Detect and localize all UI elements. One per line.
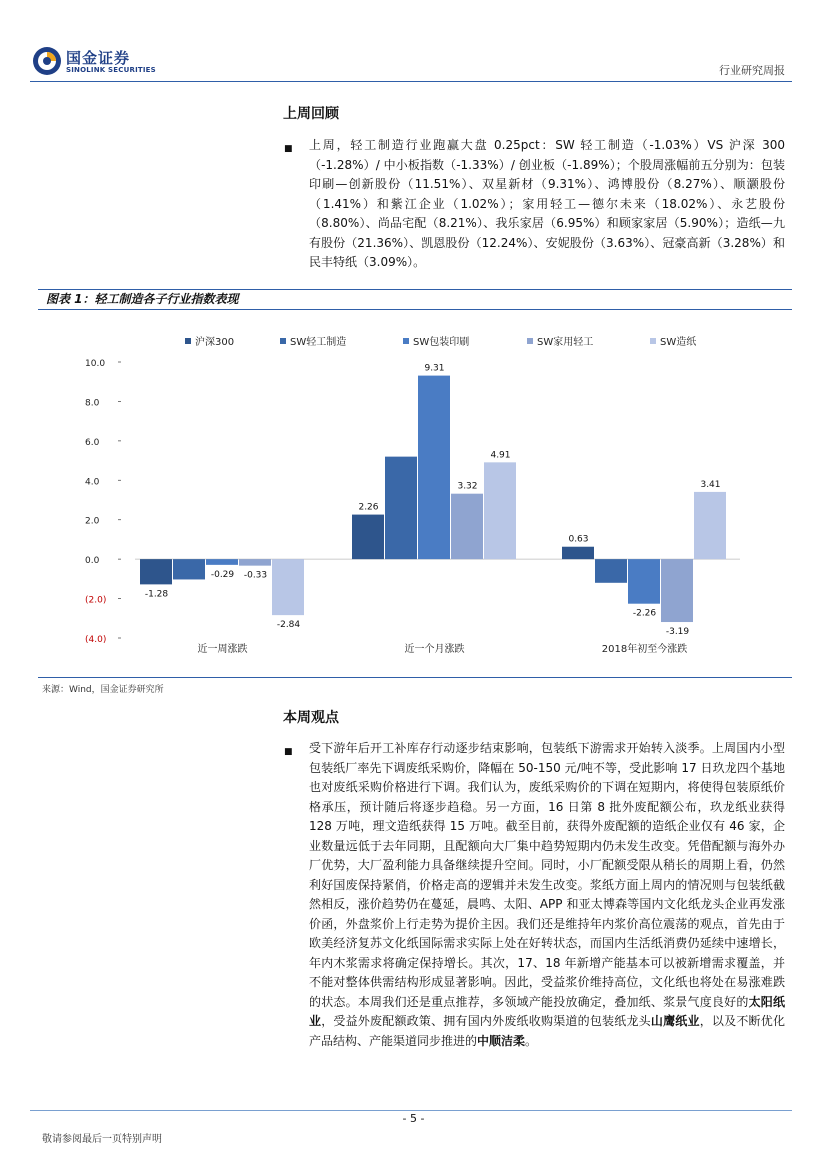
data-label: 9.31 xyxy=(424,363,445,374)
legend-swatch xyxy=(280,338,286,344)
bar xyxy=(418,376,450,560)
legend-label: SW包装印刷 xyxy=(413,337,470,348)
page-number: - 5 - xyxy=(402,1112,425,1125)
y-tick-label: 4.0 xyxy=(85,477,100,488)
legend-swatch xyxy=(650,338,656,344)
this-week-text-end: 。 xyxy=(525,1033,538,1048)
data-label: 3.41 xyxy=(700,479,721,490)
bar xyxy=(173,559,205,579)
report-type-label: 行业研究周报 xyxy=(719,64,785,77)
last-week-paragraph: 上周，轻工制造行业跑赢大盘 0.25pct：SW 轻工制造（-1.03%）VS 沪深 300（-1.28%）/ 中小板指数（-1.33%）/ 创业板（-1.89%）；个股周涨幅前五分别为：包装印刷—创新股份（11.51%）、双星新材（9.31%）、鸿博股份（8.27%）、顺灏股份（1.41%）和紫江企业（1.02%）；家用轻工—德尔未来（18.02%）、永艺股份（8.80%）、尚品宅配（8.21%）、我乐家居（6.95%）和顾家家居（5.90%）；造纸—九有股份（21.36%）、凯恩股份（12.24%）、安妮股份（3.63%）、冠豪高新（3.28%）和民丰特纸（3.09%）。 xyxy=(309,138,785,269)
y-tick-label: 8.0 xyxy=(85,398,100,409)
figure-bottom-rule xyxy=(38,677,792,678)
this-week-paragraph xyxy=(309,739,785,1051)
data-label: 2.26 xyxy=(358,502,379,513)
y-tick-label: 10.0 xyxy=(85,359,106,369)
data-label: -0.29 xyxy=(210,569,235,580)
legend-label: SW家用轻工 xyxy=(537,337,594,348)
bar xyxy=(352,515,384,560)
x-category-label: 2018年初至今涨跌 xyxy=(601,644,688,655)
logo-chinese-name: 国金证券 xyxy=(66,49,131,67)
data-label: -2.26 xyxy=(632,608,657,619)
bar xyxy=(484,462,516,559)
this-week-text-3: ，以及不断优化产品结构、产能渠道同步推进的 xyxy=(309,1014,785,1048)
bar xyxy=(206,559,238,565)
y-tick-label: (2.0) xyxy=(85,595,107,606)
legend-label: 沪深300 xyxy=(195,337,235,348)
figure-title: 图表 1：轻工制造各子行业指数表现 xyxy=(46,292,239,306)
y-tick-label: 6.0 xyxy=(85,437,100,448)
bar xyxy=(272,559,304,615)
legend-swatch xyxy=(403,338,409,344)
data-label: -2.84 xyxy=(276,620,301,631)
bar xyxy=(562,547,594,559)
stock-shanying: 山鹰纸业 xyxy=(650,1014,700,1028)
y-tick-label: 0.0 xyxy=(85,556,100,567)
sub-industry-bar-chart xyxy=(40,312,792,674)
legend-swatch xyxy=(527,338,533,344)
footer-divider xyxy=(30,1110,792,1111)
bar xyxy=(385,457,417,560)
bar xyxy=(239,559,271,566)
data-label: 0.63 xyxy=(568,534,589,545)
x-category-label: 近一个月涨跌 xyxy=(404,644,465,655)
y-tick-label: 2.0 xyxy=(85,516,100,527)
stock-zhongshun: 中顺洁柔 xyxy=(477,1033,526,1048)
this-week-text-2: ，受益外废配额政策、拥有国内外废纸收购渠道的包装纸龙头 xyxy=(321,1014,651,1028)
figure-source: 来源：Wind，国金证券研究所 xyxy=(42,685,164,695)
data-label: 3.32 xyxy=(457,481,478,492)
header-divider xyxy=(30,81,792,82)
bar xyxy=(661,559,693,622)
legend-label: SW造纸 xyxy=(660,337,697,348)
section-title-last-week: 上周回顾 xyxy=(283,106,339,122)
y-tick-label: (4.0) xyxy=(85,635,107,645)
figure-title-rule xyxy=(38,309,792,310)
data-label: -3.19 xyxy=(665,627,690,638)
bar xyxy=(595,559,627,583)
legend-label: SW轻工制造 xyxy=(290,337,347,348)
bar xyxy=(140,559,172,584)
disclaimer-note: 敬请参阅最后一页特别声明 xyxy=(42,1134,162,1145)
this-week-text: 受下游年后开工补库存行动逐步结束影响，包装纸下游需求开始转入淡季。上周国内小型包装纸厂率先下调废纸采购价，降幅在 50-150 元/吨不等，受此影响 17 日玖龙四个基地也对废纸采购价格进行下调。我们认为，废纸采购价的下调在短期内，将使得包装原纸价格承压，预计随后将逐步趋稳。另一方面，16 日第 8 批外废配额公布，玖龙纸业获得 128 万吨，理文造纸获得 15 万吨。截至目前，获得外废配额的造纸企业仅有 46 家，企业数量远低于去年同期，且配额向大厂集中趋势短期内仍未发生改变。凭借配额与海外办厂优势，大厂盈利能力具备继续提升空间。同时，小厂配额受限从稍长的周期上看，仍然利好国废保持紧俏，价格走高的逻辑并未发生改变。浆纸方面上周内的情况则与包装纸截然相反，涨价趋势仍在蔓延，晨鸣、太阳、APP 和亚太博森等国内文化纸龙头企业再发涨价函，外盘浆价上行走势为提价主因。我们还是维持年内浆价高位震荡的观点，首先由于欧美经济复苏文化纸国际需求实际上处在好转状态，而国内生活纸消费仍延续中速增长，年内木浆需求将确定保持增长。其次，17、18 年新增产能基本可以被新增需求覆盖，并不能对整体供需结构形成显著影响。因此，受益浆价维持高位，文化纸也将处在易涨难跌的状态。本周我们还是重点推荐，多领域产能投放确定，叠加纸、浆景气度良好的 xyxy=(309,741,785,1009)
stock-taiyang: 太阳纸业 xyxy=(309,994,785,1028)
data-label: -0.33 xyxy=(243,570,268,581)
section-title-this-week: 本周观点 xyxy=(283,710,339,726)
sinolink-logo-icon xyxy=(32,46,62,76)
data-label: 4.91 xyxy=(490,450,511,461)
data-label: -1.28 xyxy=(144,589,169,600)
bar xyxy=(694,492,726,559)
legend-swatch xyxy=(185,338,191,344)
bullet-square-icon: ■ xyxy=(284,747,293,757)
x-category-label: 近一周涨跌 xyxy=(197,644,248,655)
logo-english-name: SINOLINK SECURITIES xyxy=(66,66,156,74)
bullet-square-icon: ■ xyxy=(284,144,293,154)
bar xyxy=(628,559,660,604)
bar xyxy=(451,494,483,559)
